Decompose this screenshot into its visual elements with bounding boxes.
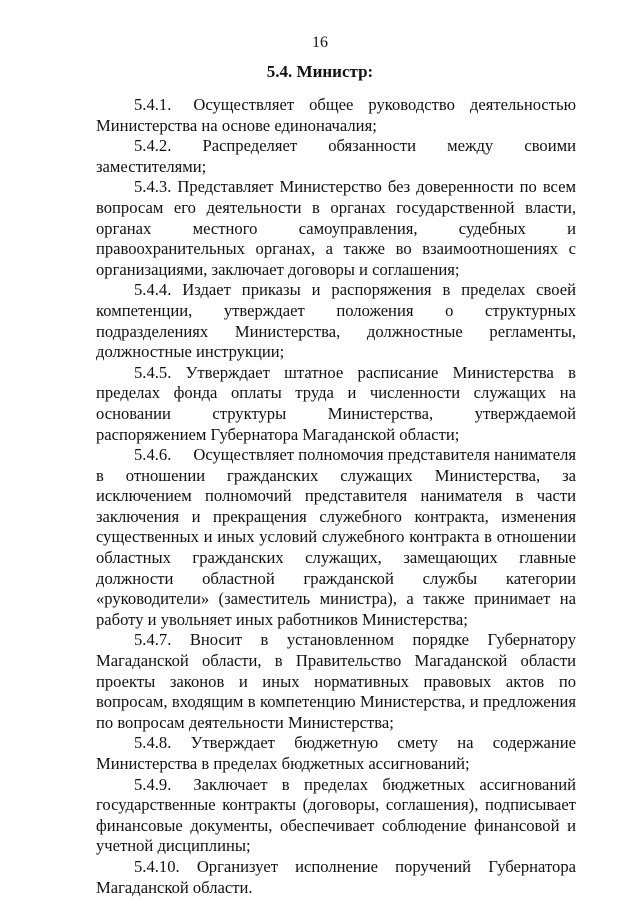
clause-5-4-5 bbox=[96, 363, 576, 445]
clause-text: Вносит в установленном порядке Губернатору Магаданской области, в Правительство Магаданской области проекты законов и иных нормативных правовых актов по вопросам, входящим в компетенцию Министерства, и предложения по вопросам деятельности Министерства; bbox=[96, 630, 576, 732]
clause-number: 5.4.3. bbox=[134, 177, 172, 197]
clause-text: Осуществляет общее руководство деятельностью Министерства на основе единоначалия; bbox=[96, 95, 576, 135]
clause-number: 5.4.2. bbox=[134, 136, 172, 156]
clause-number: 5.4.4. bbox=[134, 280, 172, 300]
clause-5-4-3 bbox=[96, 177, 576, 280]
clause-5-4-7 bbox=[96, 630, 576, 733]
clause-number: 5.4.8. bbox=[134, 733, 172, 753]
clause-5-4-2 bbox=[96, 136, 576, 177]
clause-number: 5.4.7. bbox=[134, 630, 172, 650]
clause-list bbox=[96, 95, 576, 898]
clause-5-4-10 bbox=[96, 857, 576, 898]
clause-number: 5.4.5. bbox=[134, 362, 172, 382]
clause-text: Организует исполнение поручений Губернатора Магаданской области. bbox=[96, 856, 576, 897]
section-heading: 5.4. Министр: bbox=[266, 62, 374, 81]
clause-5-4-4 bbox=[96, 280, 576, 362]
clause-5-4-8 bbox=[96, 733, 576, 774]
clause-text: Представляет Министерство без доверенности по всем вопросам его деятельности в органах государственной власти, органах местного самоуправления, судебных и правоохранительных органах, а также во взаимоотношениях с организациями, заключает договоры и соглашения; bbox=[96, 177, 576, 279]
clause-5-4-9 bbox=[96, 775, 576, 857]
clause-text: Распределяет обязанности между своими заместителями; bbox=[96, 136, 576, 176]
clause-text: Утверждает бюджетную смету на содержание Министерства в пределах бюджетных ассигнований; bbox=[96, 733, 576, 773]
clause-text: Осуществляет полномочия представителя нанимателя в отношении гражданских служащих Министерства, за исключением полномочий представителя нанимателя в части заключения и прекращения служебного контракта, изменения существенных и иных условий служебного контракта в отношении областных гражданских служащих, замещающих главные должности областной гражданской службы категории «руководители» (заместитель министра), а также принимает на работу и увольняет иных работников Министерства; bbox=[96, 445, 576, 629]
clause-number: 5.4.9. bbox=[134, 774, 172, 794]
clause-text: Утверждает штатное расписание Министерства в пределах фонда оплаты труда и численности служащих на основании структуры Министерства, утверждаемой распоряжением Губернатора Магаданской области; bbox=[96, 362, 576, 444]
clause-text: Заключает в пределах бюджетных ассигнований государственные контракты (договоры, соглашения), подписывает финансовые документы, обеспечивает соблюдение финансовой и учетной дисциплины; bbox=[96, 774, 576, 856]
clause-number: 5.4.10. bbox=[134, 856, 180, 876]
clause-number: 5.4.1. bbox=[134, 95, 172, 114]
page-number: 16 bbox=[312, 34, 328, 51]
clause-5-4-6 bbox=[96, 445, 576, 630]
clause-text: Издает приказы и распоряжения в пределах своей компетенции, утверждает положения о структурных подразделениях Министерства, должностные регламенты, должностные инструкции; bbox=[96, 280, 576, 362]
clause-5-4-1 bbox=[96, 95, 576, 136]
clause-number: 5.4.6. bbox=[134, 445, 172, 465]
